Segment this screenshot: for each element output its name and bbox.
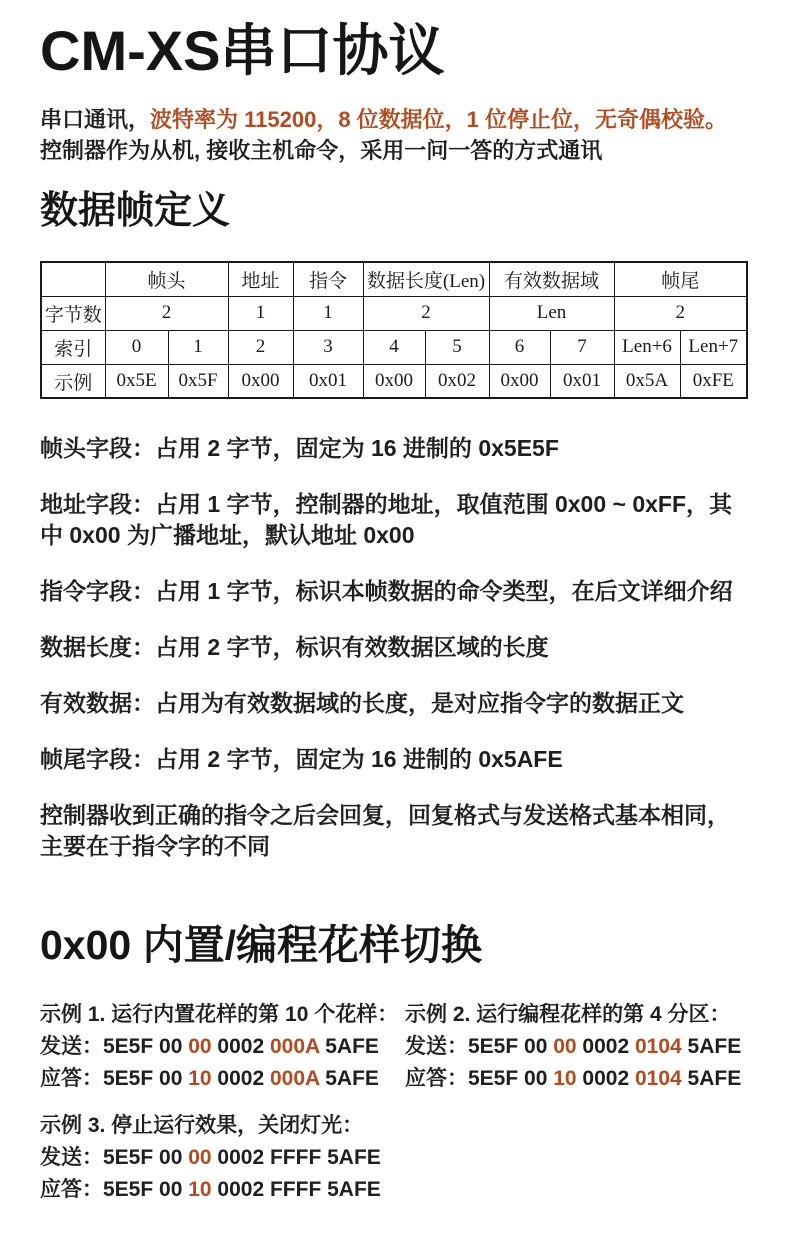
hex-segment: 5AFE <box>319 1035 379 1059</box>
table-cell: 0x00 <box>489 364 550 398</box>
send-label: 发送： <box>405 1035 468 1059</box>
table-cell: 0x5E <box>105 364 168 398</box>
send-line <box>40 1142 405 1174</box>
table-cell: 2 <box>105 296 228 330</box>
frame-definition-table <box>40 261 748 399</box>
command-section-heading: 0x00 内置/编程花样切换 <box>40 922 482 969</box>
hex-segment: 5E5F 00 <box>103 1146 189 1170</box>
send-line <box>40 1031 405 1063</box>
send-label: 发送： <box>40 1146 103 1170</box>
table-cell: 4 <box>363 330 425 364</box>
hex-command-byte: 10 <box>188 1067 212 1091</box>
hex-segment: 5E5F 00 <box>468 1067 554 1091</box>
paragraph-payload: 有效数据：占用为有效数据域的长度，是对应指令字的数据正文 <box>40 690 684 717</box>
reply-line <box>40 1174 405 1206</box>
table-cell: 3 <box>293 330 363 364</box>
table-cell: 2 <box>228 330 293 364</box>
examples-grid <box>40 999 750 1206</box>
table-cell: 0x01 <box>550 364 614 398</box>
table-cell: 0xFE <box>680 364 747 398</box>
table-cell: 指令 <box>293 262 363 296</box>
hex-segment: 5E5F 00 <box>103 1067 189 1091</box>
hex-segment: 0002 <box>211 1035 270 1059</box>
table-cell: 地址 <box>228 262 293 296</box>
reply-label: 应答： <box>40 1067 103 1091</box>
row-label: 字节数 <box>41 296 105 330</box>
hex-data-field: 000A <box>269 1067 320 1091</box>
hex-command-byte: 00 <box>188 1035 212 1059</box>
hex-data-field: 0104 <box>634 1035 682 1059</box>
reply-line <box>40 1063 405 1095</box>
table-corner-cell <box>41 262 105 296</box>
table-cell: 0x5A <box>614 364 680 398</box>
hex-segment: 0002 FFFF 5AFE <box>211 1178 381 1202</box>
send-label: 发送： <box>40 1035 103 1059</box>
hex-segment: 5AFE <box>681 1067 742 1091</box>
table-cell: 5 <box>425 330 489 364</box>
hex-data-field: 0104 <box>634 1067 682 1091</box>
table-cell: Len <box>489 296 614 330</box>
hex-segment: 5E5F 00 <box>103 1035 189 1059</box>
table-cell: 7 <box>550 330 614 364</box>
table-cell: 1 <box>168 330 228 364</box>
table-cell: 帧尾 <box>614 262 747 296</box>
hex-segment: 0002 FFFF 5AFE <box>211 1146 381 1170</box>
table-bytes-row <box>41 296 747 330</box>
table-cell: 0x00 <box>363 364 425 398</box>
example-title: 示例 1. 运行内置花样的第 10 个花样： <box>40 1003 399 1027</box>
hex-segment: 0002 <box>576 1035 635 1059</box>
table-cell: 帧头 <box>105 262 228 296</box>
table-cell: Len+7 <box>680 330 747 364</box>
reply-label: 应答： <box>40 1178 103 1202</box>
table-index-row <box>41 330 747 364</box>
hex-segment: 5E5F 00 <box>468 1035 554 1059</box>
example-title: 示例 3. 停止运行效果，关闭灯光： <box>40 1114 364 1138</box>
table-cell: 1 <box>293 296 363 330</box>
table-cell: Len+6 <box>614 330 680 364</box>
table-cell: 有效数据域 <box>489 262 614 296</box>
table-header-row <box>41 262 747 296</box>
paragraph-address: 地址字段：占用 1 字节，控制器的地址，取值范围 0x00 ~ 0xFF，其中 0x00 为广播地址，默认地址 0x00 <box>40 491 733 549</box>
hex-command-byte: 10 <box>188 1178 212 1202</box>
intro-prefix: 串口通讯， <box>40 106 151 132</box>
hex-segment: 5AFE <box>681 1035 742 1059</box>
paragraph-frame-tail: 帧尾字段：占用 2 字节，固定为 16 进制的 0x5AFE <box>40 746 563 773</box>
paragraph-reply-note: 控制器收到正确的指令之后会回复，回复格式与发送格式基本相同，主要在于指令字的不同 <box>40 802 730 860</box>
reply-label: 应答： <box>405 1067 468 1091</box>
frame-section-heading: 数据帧定义 <box>40 189 231 232</box>
hex-data-field: 000A <box>269 1035 320 1059</box>
intro-highlight: 波特率为 115200，8 位数据位，1 位停止位，无奇偶校验。 <box>150 106 728 132</box>
example-2 <box>405 999 750 1095</box>
table-cell: 2 <box>614 296 747 330</box>
table-cell: 0x02 <box>425 364 489 398</box>
hex-segment: 0002 <box>211 1067 270 1091</box>
table-cell: 2 <box>363 296 489 330</box>
table-cell: 6 <box>489 330 550 364</box>
table-cell: 数据长度(Len) <box>363 262 489 296</box>
intro-line2: 控制器作为从机, 接收主机命令，采用一问一答的方式通讯 <box>40 137 603 163</box>
table-cell: 0x01 <box>293 364 363 398</box>
field-descriptions <box>40 433 750 862</box>
send-line <box>405 1031 750 1063</box>
example-3 <box>40 1110 405 1206</box>
hex-segment: 5E5F 00 <box>103 1178 189 1202</box>
reply-line <box>405 1063 750 1095</box>
hex-command-byte: 00 <box>188 1146 212 1170</box>
page-title: CM-XS串口协议 <box>40 19 445 82</box>
table-example-row <box>41 364 747 398</box>
row-label: 示例 <box>41 364 105 398</box>
table-cell: 0x00 <box>228 364 293 398</box>
paragraph-command: 指令字段：占用 1 字节，标识本帧数据的命令类型，在后文详细介绍 <box>40 578 733 605</box>
hex-segment: 0002 <box>576 1067 635 1091</box>
intro-paragraph <box>40 104 750 166</box>
hex-command-byte: 10 <box>553 1067 577 1091</box>
example-1 <box>40 999 405 1095</box>
row-label: 索引 <box>41 330 105 364</box>
table-cell: 0 <box>105 330 168 364</box>
hex-segment: 5AFE <box>319 1067 379 1091</box>
paragraph-data-length: 数据长度：占用 2 字节，标识有效数据区域的长度 <box>40 634 549 661</box>
hex-command-byte: 00 <box>553 1035 577 1059</box>
paragraph-frame-head: 帧头字段：占用 2 字节，固定为 16 进制的 0x5E5F <box>40 435 559 462</box>
table-cell: 0x5F <box>168 364 228 398</box>
table-cell: 1 <box>228 296 293 330</box>
example-title: 示例 2. 运行编程花样的第 4 分区： <box>405 1003 731 1027</box>
